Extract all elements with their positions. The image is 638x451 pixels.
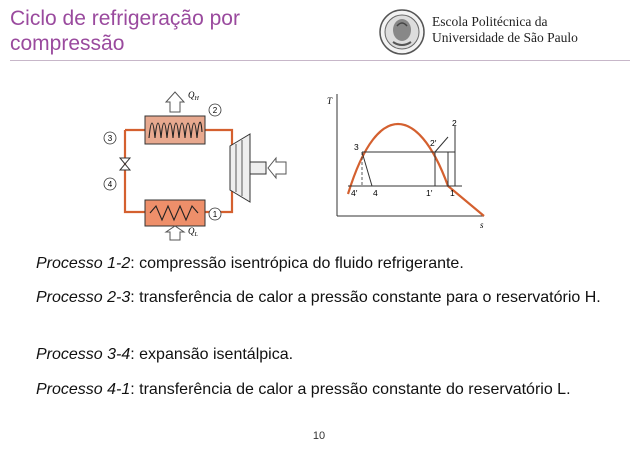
slide-title: Ciclo de refrigeração por compressão xyxy=(10,7,240,55)
ts-point-3: 3 xyxy=(354,142,359,152)
process-3-4 xyxy=(36,345,626,365)
refrigeration-cycle-figure xyxy=(90,82,490,242)
process-label: Processo 1-2 xyxy=(36,255,131,272)
process-1-2 xyxy=(36,254,626,274)
ts-point-1prime: 1′ xyxy=(426,188,433,198)
institution-name xyxy=(432,14,632,46)
qh-label: $Q_H$ xyxy=(188,90,199,102)
state-1-label: 1 xyxy=(212,210,218,219)
ts-diagram xyxy=(322,82,486,240)
title-underline xyxy=(10,60,630,61)
process-label: Processo 2-3 xyxy=(36,289,131,306)
university-seal-icon xyxy=(378,8,426,56)
process-text: : transferência de calor a pressão constante do reservatório L. xyxy=(130,381,571,398)
page-number: 10 xyxy=(312,430,326,442)
process-label: Processo 3-4 xyxy=(36,346,131,363)
process-text: : transferência de calor a pressão constante para o reservatório H. xyxy=(130,289,601,306)
compressor xyxy=(230,134,250,202)
process-text: : compressão isentrópica do fluido refrigerante. xyxy=(130,255,464,272)
ts-point-4prime: 4′ xyxy=(351,188,358,198)
process-4-1 xyxy=(36,380,626,400)
institution-line-2: Universidade de São Paulo xyxy=(432,30,578,45)
s-axis-label: s xyxy=(480,220,484,230)
ts-point-2prime: 2′ xyxy=(430,138,437,148)
process-label: Processo 4-1 xyxy=(36,381,131,398)
state-2-label: 2 xyxy=(212,106,218,115)
state-4-label: 4 xyxy=(107,180,113,189)
state-3-label: 3 xyxy=(107,134,113,143)
t-axis-label: T xyxy=(327,96,333,106)
process-2-3 xyxy=(36,288,626,308)
ql-label: $Q_L$ xyxy=(188,226,198,238)
institution-line-1: Escola Politécnica da xyxy=(432,14,548,29)
ts-point-4: 4 xyxy=(373,188,378,198)
evaporator xyxy=(145,200,205,226)
ts-point-2: 2 xyxy=(452,118,457,128)
process-text: : expansão isentálpica. xyxy=(130,346,294,363)
ts-point-1: 1 xyxy=(450,188,455,198)
